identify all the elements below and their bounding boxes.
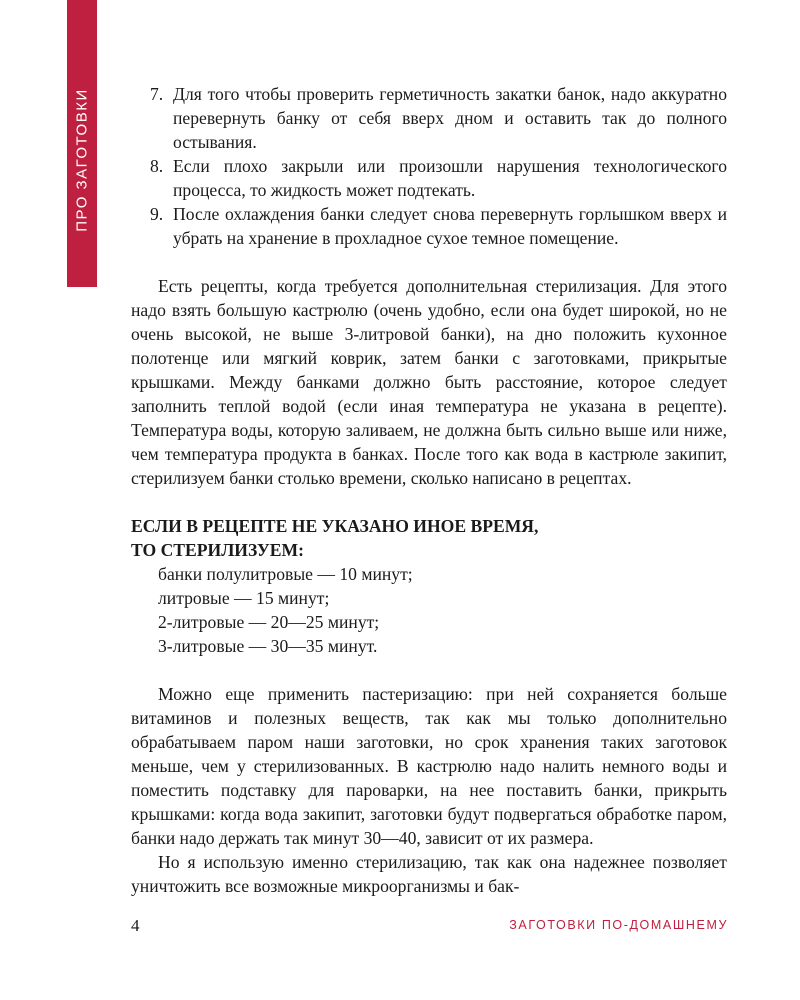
paragraph-sterilization: Есть рецепты, когда требуется дополнительная стерилизация. Для этого надо взять большую кастрюлю (очень удобно, если она будет широкой, но не очень высокой, не выше 3-литровой банки), на дно положить кухонное полотенце или мягкий коврик, затем банки с заготовками, прикрытые крышками. Между банками должно быть расстояние, которое следует заполнить теплой водой (если иная температура не указана в рецепте). Температура воды, которую заливаем, не должна быть сильно выше или ниже, чем температура продукта в банках. После того как вода в кастрюле закипит, стерилизуем банки столько времени, сколько написано в рецептах.	[131, 276, 727, 488]
list-item	[131, 82, 727, 154]
list-item: банки полулитровые — 10 минут;	[158, 564, 413, 584]
list-item: 3-литровые — 30—35 минут.	[158, 636, 378, 656]
step-text: Если плохо закрыли или произошли нарушения технологического процесса, то жидкость может подтекать.	[173, 156, 727, 200]
running-footer-title: ЗАГОТОВКИ ПО-ДОМАШНЕМУ	[509, 918, 728, 932]
paragraph-final: Но я использую именно стерилизацию, так как она надежнее позволяет уничтожить все возможные микроорганизмы и бак-	[131, 852, 727, 896]
page-body	[131, 82, 727, 898]
step-number: 9.	[150, 204, 164, 224]
numbered-steps	[131, 82, 727, 250]
list-item	[131, 202, 727, 250]
page-number: 4	[131, 916, 140, 935]
paragraph-pasteurization: Можно еще применить пастеризацию: при ней сохраняется больше витаминов и полезных веществ, так как мы только дополнительно обрабатываем паром наши заготовки, но срок хранения таких заготовок меньше, чем у стерилизованных. В кастрюлю надо налить немного воды и поместить подставку для пароварки, на нее поставить банки, прикрыть крышками: когда вода закипит, заготовки будут подвергаться обработке паром, банки надо держать так минут 30—40, зависит от их размера.	[131, 684, 727, 848]
step-text: Для того чтобы проверить герметичность закатки банок, надо аккуратно перевернуть банку от себя вверх дном и оставить так до полного остывания.	[173, 84, 727, 152]
list-item	[131, 154, 727, 202]
step-text: После охлаждения банки следует снова перевернуть горлышком вверх и убрать на хранение в прохладное сухое темное помещение.	[173, 204, 727, 248]
list-item: 2-литровые — 20—25 минут;	[158, 612, 380, 632]
section-heading	[131, 514, 727, 562]
sterilization-times	[131, 562, 727, 658]
step-number: 8.	[150, 156, 164, 176]
list-item: литровые — 15 минут;	[158, 588, 330, 608]
heading-line: ЕСЛИ В РЕЦЕПТЕ НЕ УКАЗАНО ИНОЕ ВРЕМЯ,	[131, 516, 539, 536]
section-tab-label: ПРО ЗАГОТОВКИ	[73, 88, 91, 232]
step-number: 7.	[150, 84, 164, 104]
heading-line: ТО СТЕРИЛИЗУЕМ:	[131, 540, 304, 560]
